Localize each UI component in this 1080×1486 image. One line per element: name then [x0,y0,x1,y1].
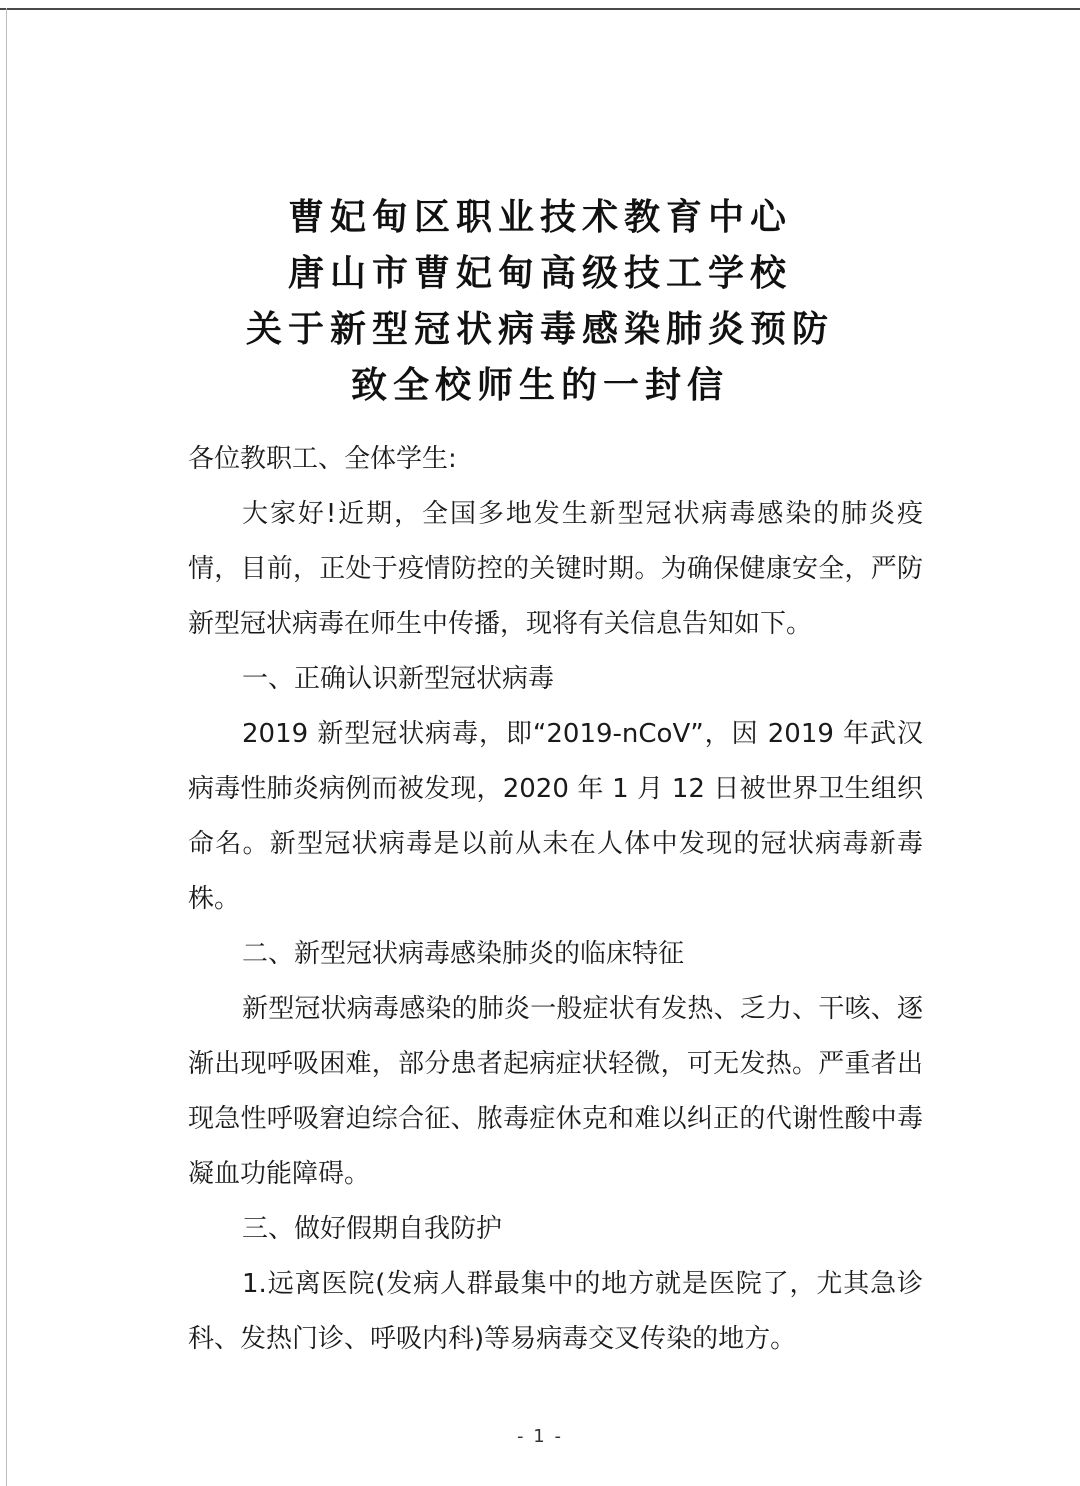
scan-edge-top [0,8,1080,10]
title-line-1: 曹妃甸区职业技术教育中心 [287,197,792,238]
section-heading-2: 二、新型冠状病毒感染肺炎的临床特征 [242,939,685,969]
section-heading-3: 三、做好假期自我防护 [242,1214,503,1244]
title-line-3: 关于新型冠状病毒感染肺炎预防 [245,309,834,350]
letter-title [0,190,1080,414]
letter-body [188,432,923,1367]
section-heading-1: 一、正确认识新型冠状病毒 [242,664,555,694]
paragraph-virus-info: 2019 新型冠状病毒，即“2019-nCoV”，因 2019 年武汉病毒性肺炎病例而被发现，2020 年 1 月 12 日被世界卫生组织命名。新型冠状病毒是以前从未在人体中发现的冠状病毒新毒株。 [188,719,923,914]
paragraph-symptoms: 新型冠状病毒感染的肺炎一般症状有发热、乏力、干咳、逐渐出现呼吸困难，部分患者起病症状轻微，可无发热。严重者出现急性呼吸窘迫综合征、脓毒症休克和难以纠正的代谢性酸中毒凝血功能障碍。 [188,994,923,1189]
title-line-2: 唐山市曹妃甸高级技工学校 [287,253,792,294]
title-line-4: 致全校师生的一封信 [350,365,729,406]
page-number: - 1 - [517,1426,563,1447]
paragraph-intro: 大家好!近期，全国多地发生新型冠状病毒感染的肺炎疫情，目前，正处于疫情防控的关键时期。为确保健康安全，严防新型冠状病毒在师生中传播，现将有关信息告知如下。 [188,499,923,639]
salutation: 各位教职工、全体学生: [188,444,457,474]
paragraph-protection-1: 1.远离医院(发病人群最集中的地方就是医院了，尤其急诊科、发热门诊、呼吸内科)等易病毒交叉传染的地方。 [188,1269,923,1354]
